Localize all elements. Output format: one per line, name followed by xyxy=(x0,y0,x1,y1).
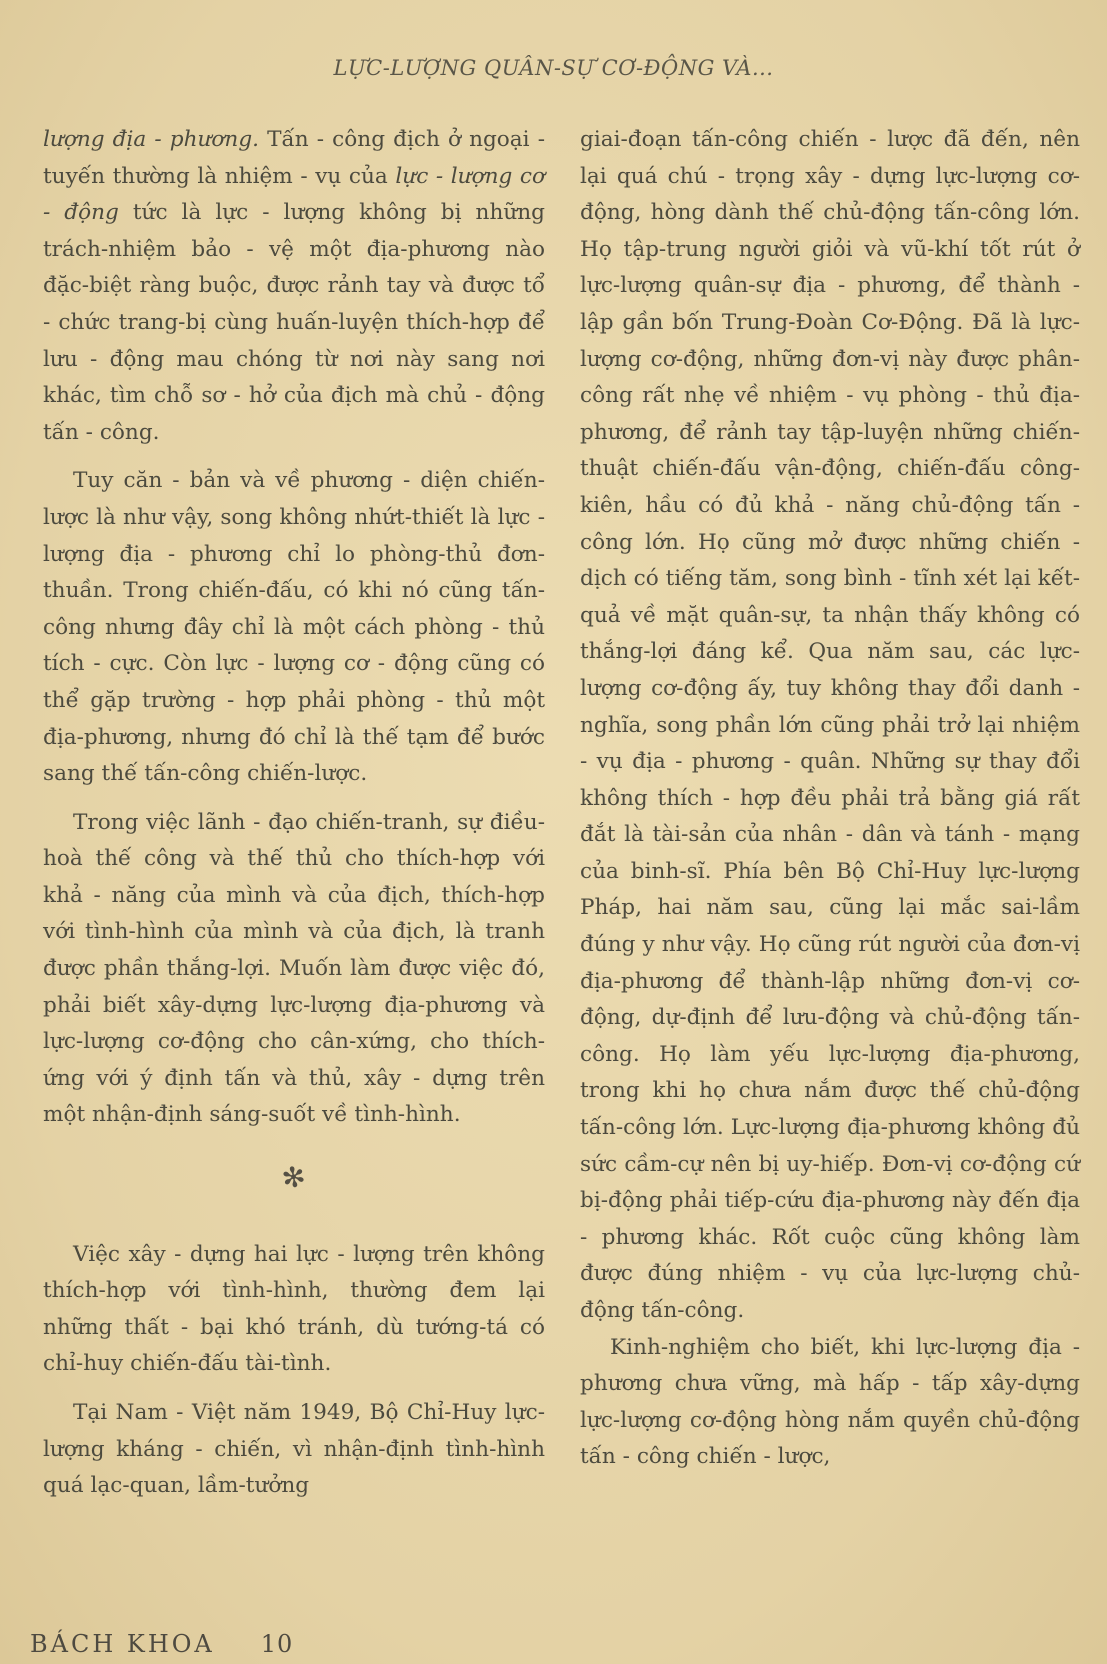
paragraph: Kinh-nghiệm cho biết, khi lực-lượng địa - phương chưa vững, mà hấp - tấp xây-dựng lực-lượng cơ-động hòng nắm quyền chủ-động tấn - công chiến - lược, xyxy=(580,1334,1080,1470)
paragraph-text: Tấn - công địch ở ngoại - tuyến thường là nhiệm - vụ của xyxy=(43,127,545,189)
paragraph-text: tức là lực - lượng không bị những trách-nhiệm bảo - vệ một địa-phương nào đặc-biệt ràng buộc, được rảnh tay và được tổ - chức trang-bị cùng huấn-luyện thích-hợp để lưu - động mau chóng từ nơi này sang nơi khác, tìm chỗ sơ - hở của địch mà chủ - động tấn - công. xyxy=(43,200,545,445)
magazine-name: BÁCH KHOA xyxy=(30,1630,215,1658)
running-title: LỰC-LƯỢNG QUÂN-SỰ CƠ-ĐỘNG VÀ... xyxy=(333,56,774,80)
paragraph-continued: giai-đoạn tấn-công chiến - lược đã đến, nên lại quá chú - trọng xây - dựng lực-lượng cơ-động, hòng dành thế chủ-động tấn-công lớn. Họ tập-trung người giỏi và vũ-khí tốt rút ở lực-lượng quân-sự địa - phương, để thành - lập gần bốn Trung-Đoàn Cơ-Động. Đã là lực-lượng cơ-động, những đơn-vị này được phân-công rất nhẹ về nhiệm - vụ phòng - thủ địa-phương, để rảnh tay tập-luyện những chiến-thuật chiến-đấu vận-động, chiến-đấu công-kiên, hầu có đủ khả - năng chủ-động tấn - công lớn. Họ cũng mở được những chiến - dịch có tiếng tăm, song bình - tĩnh xét lại kết-quả về mặt quân-sự, ta nhận thấy không có thắng-lợi đáng kể. Qua năm sau, các lực-lượng cơ-động ấy, tuy không thay đổi danh - nghĩa, song phần lớn cũng phải trở lại nhiệm - vụ địa - phương - quân. Những sự thay đổi không thích - hợp đều phải trả bằng giá rất đắt là tài-sản của nhân - dân và tánh - mạng của binh-sĩ. Phía bên Bộ Chỉ-Huy lực-lượng Pháp, hai năm sau, cũng lại mắc sai-lầm đúng y như vậy. Họ cũng rút người của đơn-vị địa-phương để thành-lập những đơn-vị cơ-động, dự-định để lưu-động và chủ-động tấn-công. Họ làm yếu lực-lượng địa-phương, trong khi họ chưa nắm được thế chủ-động tấn-công lớn. Lực-lượng địa-phương không đủ sức cầm-cự nên bị uy-hiếp. Đơn-vị cơ-động cứ bị-động phải tiếp-cứu địa-phương này đến địa - phương khác. Rốt cuộc cũng không làm được đúng nhiệm - vụ của lực-lượng chủ-động tấn-công. xyxy=(580,127,1080,1323)
paragraph: Trong việc lãnh - đạo chiến-tranh, sự điều-hoà thế công và thế thủ cho thích-hợp với khả - năng của mình và của địch, thích-hợp với tình-hình của mình và của địch, là tranh được phần thắng-lợi. Muốn làm được việc đó, phải biết xây-dựng lực-lượng địa-phương và lực-lượng cơ-động cho cân-xứng, cho thích-ứng với ý định tấn và thủ, xây - dựng trên một nhận-định sáng-suốt về tình-hình. xyxy=(43,809,545,1128)
italic-term: lượng địa - phương. xyxy=(43,127,260,152)
paragraph: Tuy căn - bản và về phương - diện chiến-lược là như vậy, song không nhứt-thiết là lực - lượng địa - phương chỉ lo phòng-thủ đơn-thuần. Trong chiến-đấu, có khi nó cũng tấn-công nhưng đây chỉ là một cách phòng - thủ tích - cực. Còn lực - lượng cơ - động cũng có thể gặp trường - hợp phải phòng - thủ một địa-phương, nhưng đó chỉ là thế tạm để bước sang thế tấn-công chiến-lược. xyxy=(43,468,545,787)
paragraph: Tại Nam - Việt năm 1949, Bộ Chỉ-Huy lực-lượng kháng - chiến, vì nhận-định tình-hình quá lạc-quan, lầm-tưởng xyxy=(43,1400,545,1499)
paragraph-continued xyxy=(43,122,545,451)
paragraph: Việc xây - dựng hai lực - lượng trên không thích-hợp với tình-hình, thường đem lại những thất - bại khó tránh, dù tướng-tá có chỉ-huy chiến-đấu tài-tình. xyxy=(43,1241,545,1377)
right-column xyxy=(580,122,1080,1476)
left-column xyxy=(43,122,545,1505)
asterism-icon: ✻ xyxy=(279,1159,309,1196)
page-footer xyxy=(30,1630,293,1658)
section-separator xyxy=(43,1160,545,1197)
italic-term: lực - lượng cơ - động xyxy=(43,163,545,226)
page-number: 10 xyxy=(260,1630,294,1658)
